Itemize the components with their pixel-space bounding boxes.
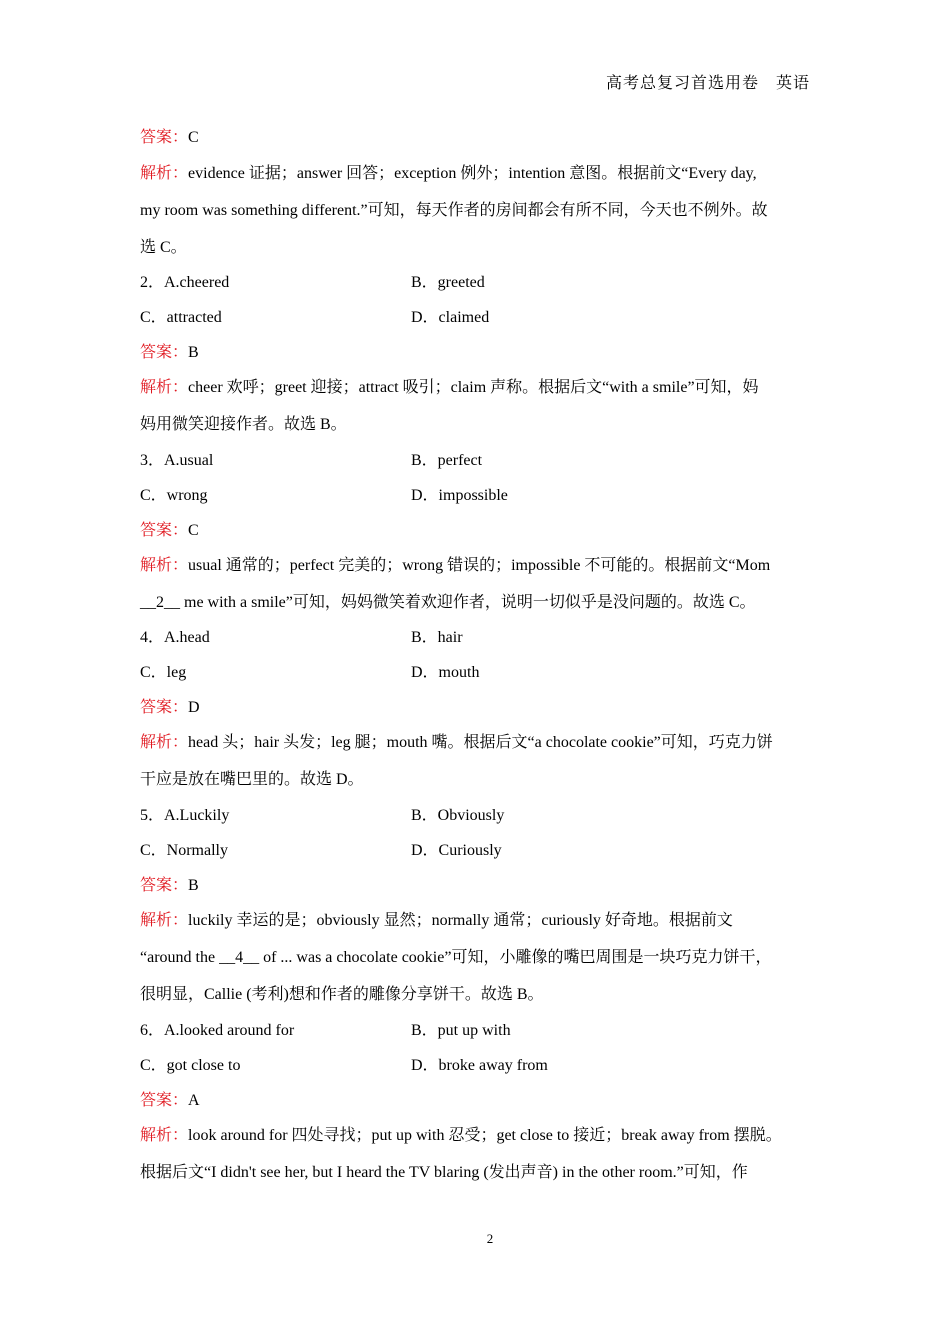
answer-value: C bbox=[188, 522, 199, 539]
option-d: D．Curiously bbox=[411, 842, 502, 859]
option-b: B．perfect bbox=[411, 452, 483, 469]
option-d: D．broke away from bbox=[411, 1057, 548, 1074]
option-b: B．Obviously bbox=[411, 807, 505, 824]
answer-line bbox=[140, 876, 199, 896]
answer-line bbox=[140, 1091, 200, 1111]
option-a: 5．A.Luckily bbox=[140, 807, 230, 824]
analysis-label: 解析： bbox=[140, 912, 189, 929]
analysis-text: evidence 证据；answer 回答；exception 例外；intention 意图。根据前文“Every day, bbox=[188, 165, 757, 182]
answer-value: B bbox=[188, 344, 199, 361]
answer-label: 答案： bbox=[140, 699, 189, 716]
analysis-line bbox=[140, 1126, 782, 1146]
option-c: C．Normally bbox=[140, 842, 228, 859]
answer-value: A bbox=[188, 1092, 200, 1109]
option-a: 2．A.cheered bbox=[140, 274, 230, 291]
blank: __4__ bbox=[219, 949, 260, 966]
analysis-text: me with a smile”可知，妈妈微笑着欢迎作者，说明一切似乎是没问题的。故选 C。 bbox=[184, 594, 756, 611]
answer-label: 答案： bbox=[140, 129, 189, 146]
option-d: D．claimed bbox=[411, 309, 490, 326]
option-b: B．hair bbox=[411, 629, 463, 646]
analysis-line bbox=[140, 378, 759, 398]
analysis-line: 选 C。 bbox=[140, 239, 187, 256]
analysis-line: my room was something different.”可知，每天作者的房间都会有所不同，今天也不例外。故 bbox=[140, 202, 768, 219]
option-b: B．put up with bbox=[411, 1022, 511, 1039]
analysis-text: usual 通常的；perfect 完美的；wrong 错误的；impossible 不可能的。根据前文“Mom bbox=[188, 557, 771, 574]
analysis-text: head 头；hair 头发；leg 腿；mouth 嘴。根据后文“a chocolate cookie”可知，巧克力饼 bbox=[188, 734, 773, 751]
analysis-text: luckily 幸运的是；obviously 显然；normally 通常；curiously 好奇地。根据前文 bbox=[188, 912, 733, 929]
option-d: D．mouth bbox=[411, 664, 480, 681]
option-c: C．attracted bbox=[140, 309, 222, 326]
answer-line bbox=[140, 698, 200, 718]
option-c: C．got close to bbox=[140, 1057, 241, 1074]
analysis-line bbox=[140, 556, 770, 576]
option-a: 4．A.head bbox=[140, 629, 210, 646]
analysis-line: 很明显，Callie (考利)想和作者的雕像分享饼干。故选 B。 bbox=[140, 986, 544, 1003]
analysis-line bbox=[140, 911, 733, 931]
option-c: C．wrong bbox=[140, 487, 208, 504]
answer-value: D bbox=[188, 699, 200, 716]
analysis-label: 解析： bbox=[140, 379, 189, 396]
analysis-label: 解析： bbox=[140, 734, 189, 751]
answer-label: 答案： bbox=[140, 1092, 189, 1109]
option-a: 6．A.looked around for bbox=[140, 1022, 295, 1039]
answer-label: 答案： bbox=[140, 877, 189, 894]
analysis-line bbox=[140, 593, 756, 613]
analysis-label: 解析： bbox=[140, 1127, 189, 1144]
analysis-label: 解析： bbox=[140, 557, 189, 574]
page-number: 2 bbox=[486, 1231, 494, 1246]
option-b: B．greeted bbox=[411, 274, 485, 291]
analysis-text: of ... was a chocolate cookie”可知，小雕像的嘴巴周围是一块巧克力饼干， bbox=[263, 949, 772, 966]
analysis-text: “around the bbox=[140, 949, 216, 966]
analysis-label: 解析： bbox=[140, 165, 189, 182]
answer-line bbox=[140, 521, 199, 541]
analysis-text: look around for 四处寻找；put up with 忍受；get close to 接近；break away from 摆脱。 bbox=[188, 1127, 782, 1144]
page-header: 高考总复习首选用卷 英语 bbox=[605, 75, 810, 92]
answer-line bbox=[140, 128, 199, 148]
analysis-line: 根据后文“I didn't see her, but I heard the TV blaring (发出声音) in the other room.”可知，作 bbox=[140, 1164, 748, 1181]
answer-label: 答案： bbox=[140, 522, 189, 539]
answer-label: 答案： bbox=[140, 344, 189, 361]
option-d: D．impossible bbox=[411, 487, 508, 504]
option-a: 3．A.usual bbox=[140, 452, 214, 469]
analysis-line bbox=[140, 948, 771, 968]
analysis-line: 妈用微笑迎接作者。故选 B。 bbox=[140, 416, 347, 433]
analysis-line: 干应是放在嘴巴里的。故选 D。 bbox=[140, 771, 364, 788]
analysis-line bbox=[140, 164, 757, 184]
answer-line bbox=[140, 343, 199, 363]
analysis-line bbox=[140, 733, 773, 753]
option-c: C．leg bbox=[140, 664, 187, 681]
answer-value: C bbox=[188, 129, 199, 146]
analysis-text: cheer 欢呼；greet 迎接；attract 吸引；claim 声称。根据后文“with a smile”可知，妈 bbox=[188, 379, 759, 396]
blank: __2__ bbox=[140, 594, 180, 611]
answer-value: B bbox=[188, 877, 199, 894]
